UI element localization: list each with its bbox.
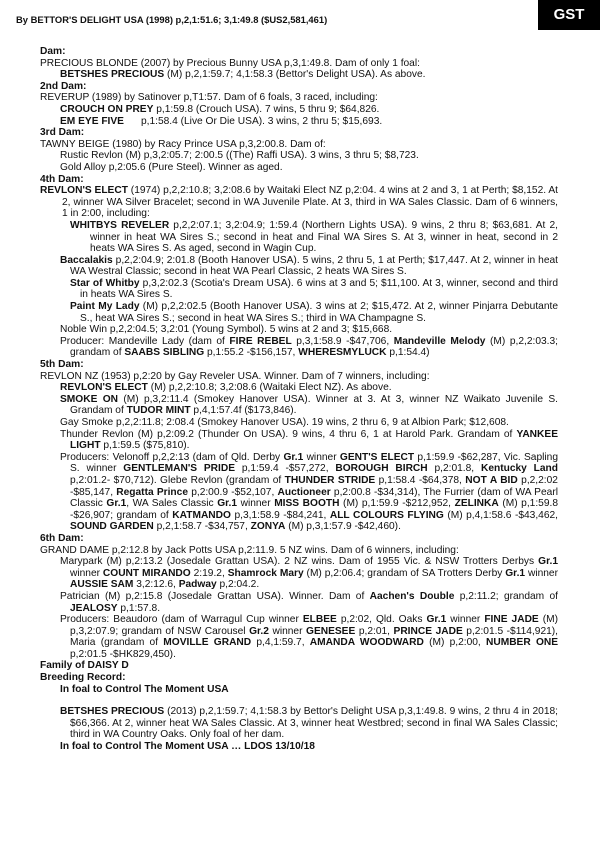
mare-details: (2013) p,2,1:59.7; 4,1:58.3 by Bettor's Delight USA p,3,1:49.8. 9 wins, 2 thru 4 in 2018; $66,366. At 2, winner heat WA Sales Classic. At 3, winner heat Westbred; second in final WA Sales Classic; third in WA Country Oaks. Only foal of her dam. — [70, 706, 558, 741]
dam2-line: REVERUP (1989) by Satinover p,T1:57. Dam of 6 foals, 3 raced, including: — [40, 92, 378, 104]
dam4-foal-star — [40, 278, 558, 301]
dam3-foal-2: Gold Alloy p,2:05.6 (Pure Steel). Winner as aged. — [60, 161, 283, 173]
breeding-record-heading: Breeding Record: — [40, 672, 126, 684]
dam6-heading: 6th Dam: — [40, 532, 84, 544]
grandfoal-name: TUDOR MINT — [126, 405, 191, 417]
foal-name: Baccalakis — [60, 254, 113, 266]
mare-name: BETSHES PRECIOUS — [60, 706, 165, 718]
dam4-producer: Producer: Mandeville Lady (dam of FIRE REBEL p,3,1:58.9 -$47,706, Mandeville Melody (M) p,2,2:03.3; grandam of SAABS SIBLING p,1:55.2 -$156,157, WHERESMYLUCK p,1:54.4) — [60, 335, 558, 359]
foal-details: p,2,2:04.9; 2:01.8 (Booth Hanover USA). 5 wins, 2 thru 5, 1 at Perth; $17,447. At 2, winner in heat WA Westral Classic; second in heat WA Pearl Classic, 2 heats WA Sires S. — [70, 254, 558, 278]
foal-details: p,2,2:07.1; 3,2:04.9; 1:59.4 (Northern Lights USA). 9 wins, 2 thru 8; $63,681. At 2, winner in heat WA Sires S.; second in heat and Final WA Sires S. At 3, winner in heat, second in 2 heats WA Sires S. As aged, second in Wagin Cup. — [90, 219, 558, 255]
dam6-line: GRAND DAME p,2:12.8 by Jack Potts USA p,2:11.9. 5 NZ wins. Dam of 6 winners, including: — [40, 544, 459, 556]
dam2-foal-2 — [40, 116, 558, 128]
dam-foal — [40, 69, 558, 81]
dam5-heading: 5th Dam: — [40, 359, 84, 371]
dam3-heading: 3rd Dam: — [40, 127, 85, 139]
betshes-entry — [40, 706, 558, 741]
breeding-record-line: In foal to Control The Moment USA — [60, 683, 229, 695]
dam-heading: Dam: — [40, 46, 66, 57]
foal-name: Paint My Lady — [70, 301, 140, 313]
dam4-heading: 4th Dam: — [40, 173, 84, 185]
dam4-foal-baccalakis — [40, 255, 558, 278]
mare-name: REVLON'S ELECT — [40, 185, 128, 197]
section-tag: GST — [538, 0, 600, 30]
dam4-main — [40, 185, 558, 220]
foal-name: WHITBYS REVELER — [70, 219, 170, 231]
family-line: Family of DAISY D — [40, 660, 129, 672]
sire-line: By BETTOR'S DELIGHT USA (1998) p,2,1:51.6; 3,1:49.8 ($US2,581,461) — [16, 14, 328, 25]
spacer — [40, 695, 558, 706]
dam2-foal-1 — [40, 104, 558, 116]
dam-line: PRECIOUS BLONDE (2007) by Precious Bunny USA p,3,1:49.8. Dam of only 1 foal: — [40, 57, 420, 69]
foal-name: REVLON'S ELECT — [60, 382, 148, 394]
foal-details: (M) p,2,2:10.8; 3,2:08.6 (Waitaki Elect NZ). As above. — [147, 382, 392, 394]
foal-name: SMOKE ON — [60, 393, 119, 405]
dam5-line: REVLON NZ (1953) p,2:20 by Gay Reveler USA. Winner. Dam of 7 winners, including: — [40, 370, 430, 382]
pedigree-content — [40, 46, 558, 753]
dam6-foal-patrician: Patrician (M) p,2:15.8 (Josedale Grattan USA). Winner. Dam of Aachen's Double p,2:11.2; grandam of JEALOSY p,1:57.8. — [60, 590, 558, 614]
dam5-producers: Producers: Velonoff p,2,2:13 (dam of Qld. Derby Gr.1 winner GENT'S ELECT p,1:59.9 -$62,287, Vic. Sapling S. winner GENTLEMAN'S PRIDE p,1:59.4 -$57,272, BOROUGH BIRCH p,2:01.8, Kentucky Land p,2:01.2- $70,712). Glebe Revlon (grandam of THUNDER STRIDE p,1:58.4 -$64,378, NOT A BID p,2,2:02 -$85,147, Regatta Prince p,2:00.9 -$52,107, Auctioneer p,2:00.8 -$34,314), The Furrier (dam of WA Pearl Classic Gr.1, WA Sales Classic Gr.1 winner MISS BOOTH (M) p,1:59.9 -$212,952, ZELINKA (M) p,1:59.8 -$26,907; grandam of KATMANDO p,3,1:58.9 -$84,241, ALL COLOURS FLYING (M) p,4,1:58.6 -$43,462, SOUND GARDEN p,2,1:58.7 -$34,757, ZONYA (M) p,3,1:57.9 -$42,460). — [60, 451, 558, 533]
dam5-foal-smoke: SMOKE ON (M) p,3,2:11.4 (Smokey Hanover USA). Winner at 3. At 3, winner NZ Waikato Juvenile S. Grandam of TUDOR MINT p,4,1:57.4f ($173,846). — [60, 393, 558, 417]
foal-name: EM EYE FIVE — [60, 115, 124, 127]
foal-details: (M) p,2,2:02.5 (Booth Hanover USA). 3 wins at 2; $15,472. At 2, winner Pinjarra Debutante S., heat WA Sires S.; second in heat WA Sires S.; third in WA Champagne S. — [80, 301, 558, 324]
dam6-foal-marypark: Marypark (M) p,2:13.2 (Josedale Grattan USA). 2 NZ wins. Dam of 1955 Vic. & NSW Trotters Derbys Gr.1 winner COUNT MIRANDO 2:19.2, Shamrock Mary (M) p,2:06.4; grandam of SA Trotters Derby Gr.1 winner AUSSIE SAM 3,2:12.6, Padway p,2:04.2. — [60, 556, 558, 591]
dam4-foal-noble: Noble Win p,2,2:04.5; 3,2:01 (Young Symbol). 5 wins at 2 and 3; $15,668. — [60, 324, 393, 336]
dam2-heading: 2nd Dam: — [40, 80, 87, 92]
dam5-foal-revlons — [40, 382, 558, 394]
betshes-foal-status: In foal to Control The Moment USA … LDOS 13/10/18 — [60, 741, 315, 753]
dam5-foal-thunder: Thunder Revlon (M) p,2:09.2 (Thunder On USA). 9 wins, 4 thru 6, 1 at Harold Park. Grandam of YANKEE LIGHT p,1:59.5 ($75,810). — [60, 428, 558, 452]
dam6-producers: Producers: Beaudoro (dam of Warragul Cup winner ELBEE p,2:02, Qld. Oaks Gr.1 winner FINE JADE (M) p,3,2:07.9; grandam of NSW Carousel Gr.2 winner GENESEE p,2:01, PRINCE JADE p,2:01.5 -$114,921), Maria (grandam of MOVILLE GRAND p,4,1:59.7, AMANDA WOODWARD (M) p,2:00, NUMBER ONE p,2:01.5 -$HK829,450). — [60, 614, 559, 660]
dam5-foal-gay: Gay Smoke p,2,2:11.8; 2:08.4 (Smokey Hanover USA). 19 wins, 2 thru 6, 9 at Albion Park; $12,608. — [60, 417, 509, 428]
foal-details: (M) p,2,1:59.7; 4,1:58.3 (Bettor's Delight USA). As above. — [164, 69, 426, 81]
foal-details: p,1:58.4 (Live Or Die USA). 3 wins, 2 thru 5; $15,693. — [123, 115, 383, 127]
dam3-foal-1: Rustic Revlon (M) p,3,2:05.7; 2:00.5 ((The) Raffi USA). 3 wins, 3 thru 5; $8,723. — [60, 150, 419, 162]
foal-details: (M) p,3,2:11.4 (Smokey Hanover USA). Winner at 3. At 3, winner NZ Waikato Juvenile S. Grandam of — [70, 393, 558, 417]
dam4-foal-whitbys — [40, 220, 558, 255]
mare-details: (1974) p,2,2:10.8; 3,2:08.6 by Waitaki Elect NZ p,2:04. 4 wins at 2 and 3, 1 at Perth; $8,152. At 2, winner WA Silver Bracelet; second in WA Juvenile Plate. At 3, third in WA Sales Classic. Dam of 6 winners, 1 in 2:00, including: — [62, 185, 558, 220]
foal-name: CROUCH ON PREY — [60, 103, 154, 115]
foal-details: p,3,2:02.3 (Scotia's Dream USA). 6 wins at 3 and 5; $11,100. At 3, winner, second and third in heats WA Sires S. — [80, 277, 558, 301]
foal-name: BETSHES PRECIOUS — [60, 69, 165, 81]
foal-name: Star of Whitby — [70, 277, 140, 289]
dam4-foal-paint — [40, 301, 558, 324]
dam3-line: TAWNY BEIGE (1980) by Racy Prince USA p,3,2:00.8. Dam of: — [40, 138, 326, 150]
foal-details: p,1:59.8 (Crouch USA). 7 wins, 5 thru 9; $64,826. — [153, 103, 380, 115]
